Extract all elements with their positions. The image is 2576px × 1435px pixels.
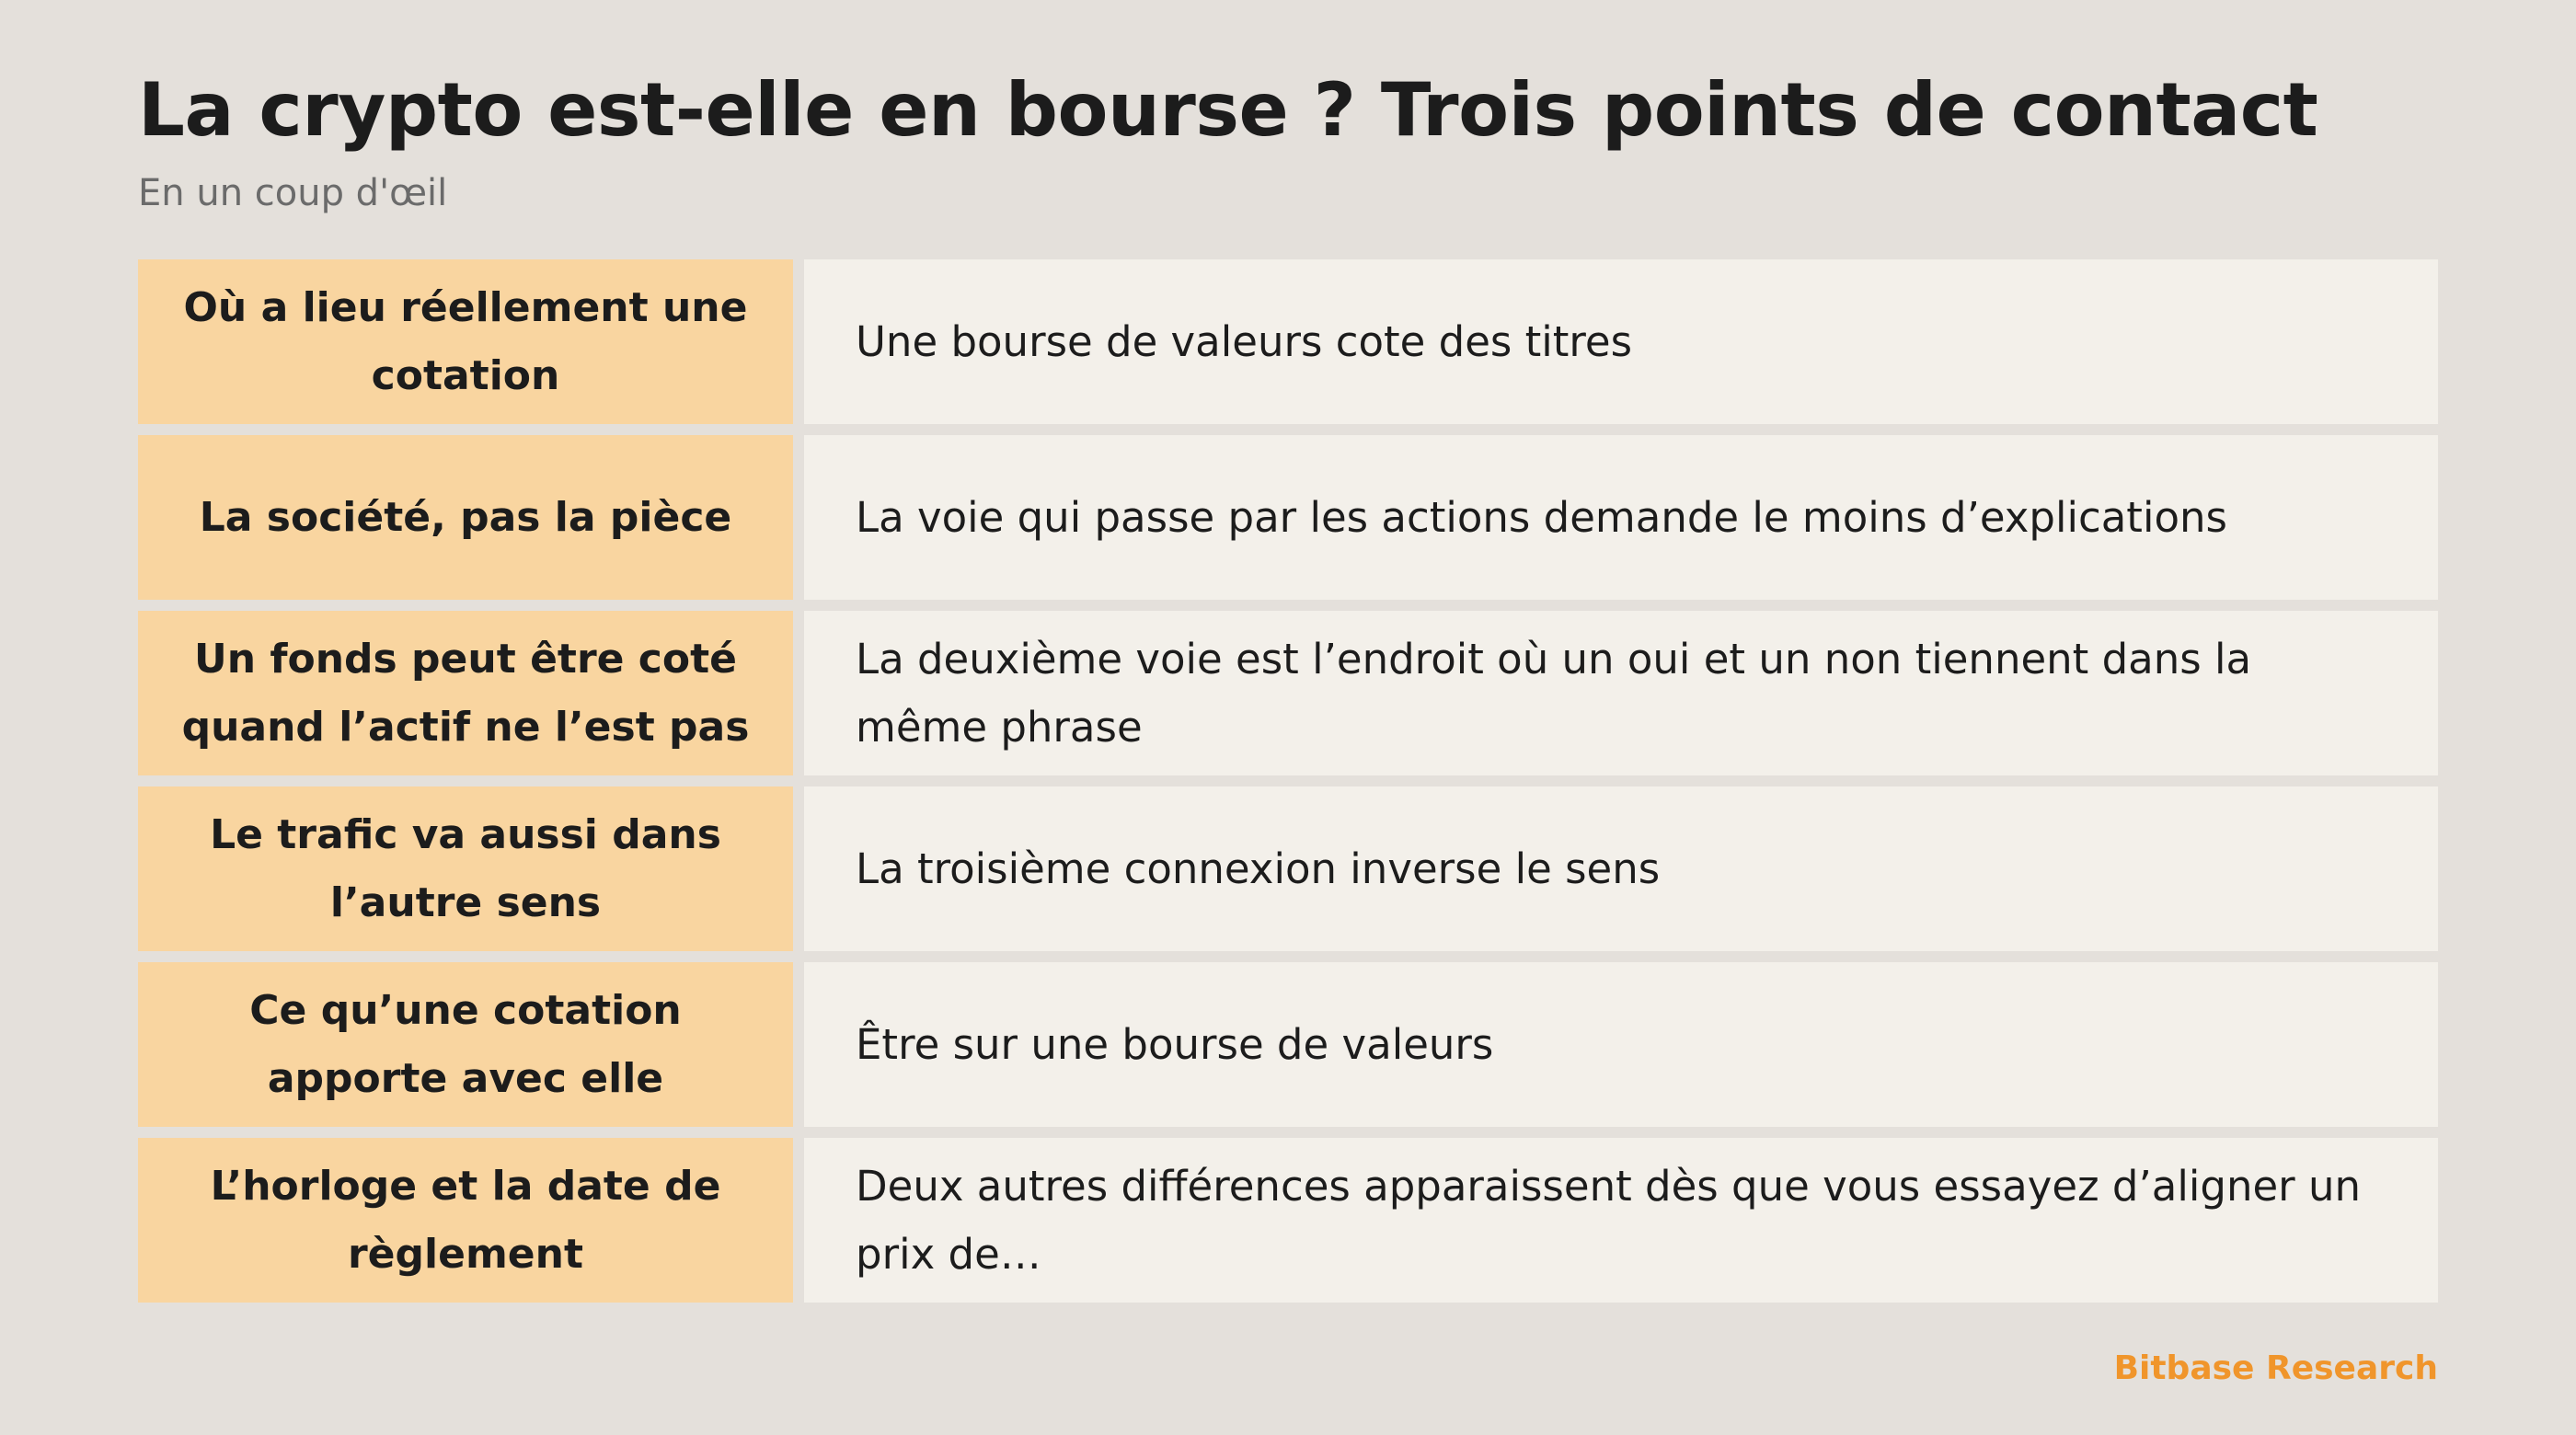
row-label: L’horloge et la date de règlement [138, 1138, 793, 1303]
row-label: Le trafic va aussi dans l’autre sens [138, 786, 793, 951]
table-row [138, 259, 2438, 424]
comparison-table [138, 259, 2438, 1303]
table-row [138, 1138, 2438, 1303]
table-row [138, 611, 2438, 775]
slide [138, 64, 2438, 1303]
table-row [138, 786, 2438, 951]
row-value: Deux autres différences apparaissent dès que vous essayez d’aligner un prix de… [804, 1138, 2438, 1303]
page-title: La crypto est-elle en bourse ? Trois points de contact [138, 67, 2318, 153]
page-subtitle: En un coup d'œil [138, 172, 448, 214]
row-value: Être sur une bourse de valeurs [804, 962, 2438, 1127]
row-value: La voie qui passe par les actions demande le moins d’explications [804, 435, 2438, 600]
row-label: Ce qu’une cotation apporte avec elle [138, 962, 793, 1127]
row-label: La société, pas la pièce [138, 435, 793, 600]
row-value: La troisième connexion inverse le sens [804, 786, 2438, 951]
row-value: La deuxième voie est l’endroit où un oui et un non tiennent dans la même phrase [804, 611, 2438, 775]
row-label: Où a lieu réellement une cotation [138, 259, 793, 424]
row-value: Une bourse de valeurs cote des titres [804, 259, 2438, 424]
row-label: Un fonds peut être coté quand l’actif ne l’est pas [138, 611, 793, 775]
table-row [138, 962, 2438, 1127]
table-row [138, 435, 2438, 600]
brand-footer: Bitbase Research [2113, 1349, 2438, 1387]
